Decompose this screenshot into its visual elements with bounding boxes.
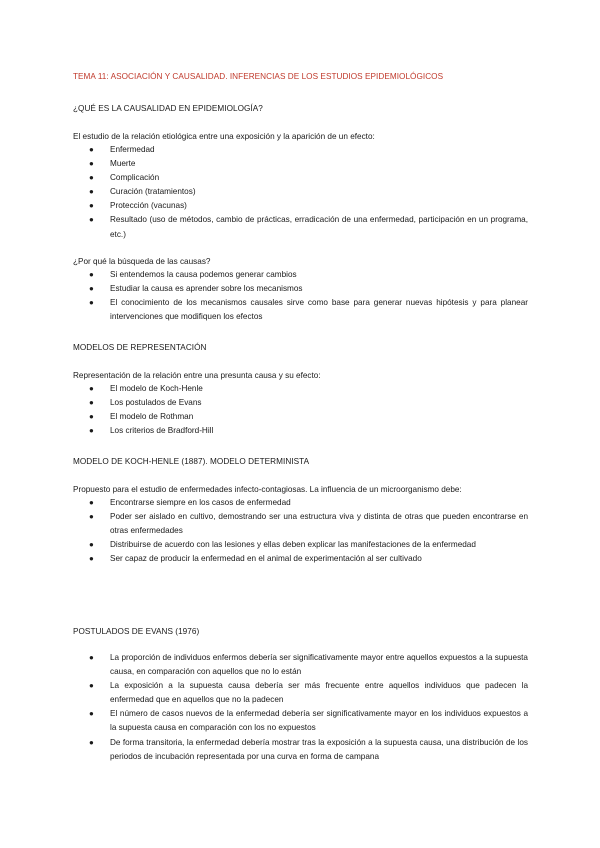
list-item: ● La proporción de individuos enfermos debería ser significativamente mayor entre aquellos expuestos a la supuesta causa, en comparación con aquellos que no lo están <box>89 653 528 677</box>
section-heading-evans: POSTULADOS DE EVANS (1976) <box>73 627 200 636</box>
list-item: ● Estudiar la causa es aprender sobre los mecanismos <box>73 282 528 296</box>
section-intro-modelos: Representación de la relación entre una presunta causa y su efecto: <box>73 371 321 380</box>
bullet-icon: ● <box>89 737 94 747</box>
list-item: ● Distribuirse de acuerdo con las lesiones y ellas deben explicar las manifestaciones de la enfermedad <box>73 538 528 552</box>
bullet-icon: ● <box>89 709 94 719</box>
bullet-list-evans <box>73 651 528 764</box>
list-item: ● La exposición a la supuesta causa debería ser más frecuente entre aquellos individuos que padecen la enfermedad que en aquellos que no la padecen <box>89 681 528 705</box>
list-item: ● Enfermedad <box>73 143 528 157</box>
bullet-icon: ● <box>89 681 94 691</box>
bullet-icon: ● <box>89 653 94 662</box>
bullet-icon: ● <box>89 145 94 154</box>
list-item: ● El número de casos nuevos de la enfermedad debería ser significativamente mayor en los individuos expuestos a la supuesta causa en comparación con los no expuestos <box>89 709 528 733</box>
bullet-icon: ● <box>89 426 94 436</box>
list-item: ● De forma transitoria, la enfermedad debería mostrar tras la exposición a la supuesta causa, una distribución de los periodos de incubación representada por una curva en forma de campana <box>89 737 528 761</box>
section-heading-koch-henle: MODELO DE KOCH-HENLE (1887). MODELO DETERMINISTA <box>73 457 310 466</box>
bullet-icon: ● <box>89 512 94 522</box>
bullet-icon: ● <box>89 173 94 183</box>
bullet-icon: ● <box>89 298 94 308</box>
section-intro-causalidad: El estudio de la relación etiológica entre una exposición y la aparición de un efecto: <box>73 132 375 141</box>
section-intro-koch-henle: Propuesto para el estudio de enfermedades infecto-contagiosas. La influencia de un microorganismo debe: <box>73 485 462 494</box>
list-item: ● Resultado (uso de métodos, cambio de prácticas, erradicación de una enfermedad, participación en un programa, etc.) <box>89 215 528 239</box>
section-heading-modelos: MODELOS DE REPRESENTACIÓN <box>73 343 207 352</box>
bullet-icon: ● <box>89 540 94 550</box>
list-item: ● Protección (vacunas) <box>73 199 528 213</box>
bullet-icon: ● <box>89 384 94 393</box>
list-item: ● El modelo de Rothman <box>73 410 528 424</box>
bullet-list-por-que <box>73 268 528 324</box>
bullet-icon: ● <box>89 201 94 211</box>
list-item: ● Los postulados de Evans <box>73 396 528 410</box>
list-item: ● Poder ser aislado en cultivo, demostrando ser una estructura viva y distinta de otras que pueden encontrarse en otras enfermedades <box>89 512 528 536</box>
bullet-icon: ● <box>89 554 94 564</box>
list-item: ● Encontrarse siempre en los casos de enfermedad <box>73 496 528 510</box>
bullet-icon: ● <box>89 284 94 294</box>
bullet-icon: ● <box>89 498 94 507</box>
bullet-icon: ● <box>89 187 94 197</box>
section-intro-por-que: ¿Por qué la búsqueda de las causas? <box>73 257 211 266</box>
list-item: ● Curación (tratamientos) <box>73 185 528 199</box>
section-heading-causalidad: ¿QUÉ ES LA CAUSALIDAD EN EPIDEMIOLOGÍA? <box>73 104 263 113</box>
bullet-list-modelos <box>73 382 528 438</box>
document-title: TEMA 11: ASOCIACIÓN Y CAUSALIDAD. INFERENCIAS DE LOS ESTUDIOS EPIDEMIOLÓGICOS <box>73 72 444 81</box>
bullet-icon: ● <box>89 215 94 225</box>
list-item: ● Complicación <box>73 171 528 185</box>
bullet-list-efectos <box>73 143 528 242</box>
bullet-list-koch-henle <box>73 496 528 566</box>
list-item: ● Los criterios de Bradford-Hill <box>73 424 528 438</box>
bullet-icon: ● <box>89 398 94 408</box>
list-item: ● Ser capaz de producir la enfermedad en el animal de experimentación al ser cultivado <box>73 552 528 566</box>
bullet-icon: ● <box>89 412 94 422</box>
list-item: ● El conocimiento de los mecanismos causales sirve como base para generar nuevas hipótesis y para planear intervenciones que modifiquen los efectos <box>89 298 528 322</box>
bullet-icon: ● <box>89 159 94 169</box>
list-item: ● Muerte <box>73 157 528 171</box>
list-item: ● Si entendemos la causa podemos generar cambios <box>73 268 528 282</box>
bullet-icon: ● <box>89 270 94 279</box>
list-item: ● El modelo de Koch-Henle <box>73 382 528 396</box>
